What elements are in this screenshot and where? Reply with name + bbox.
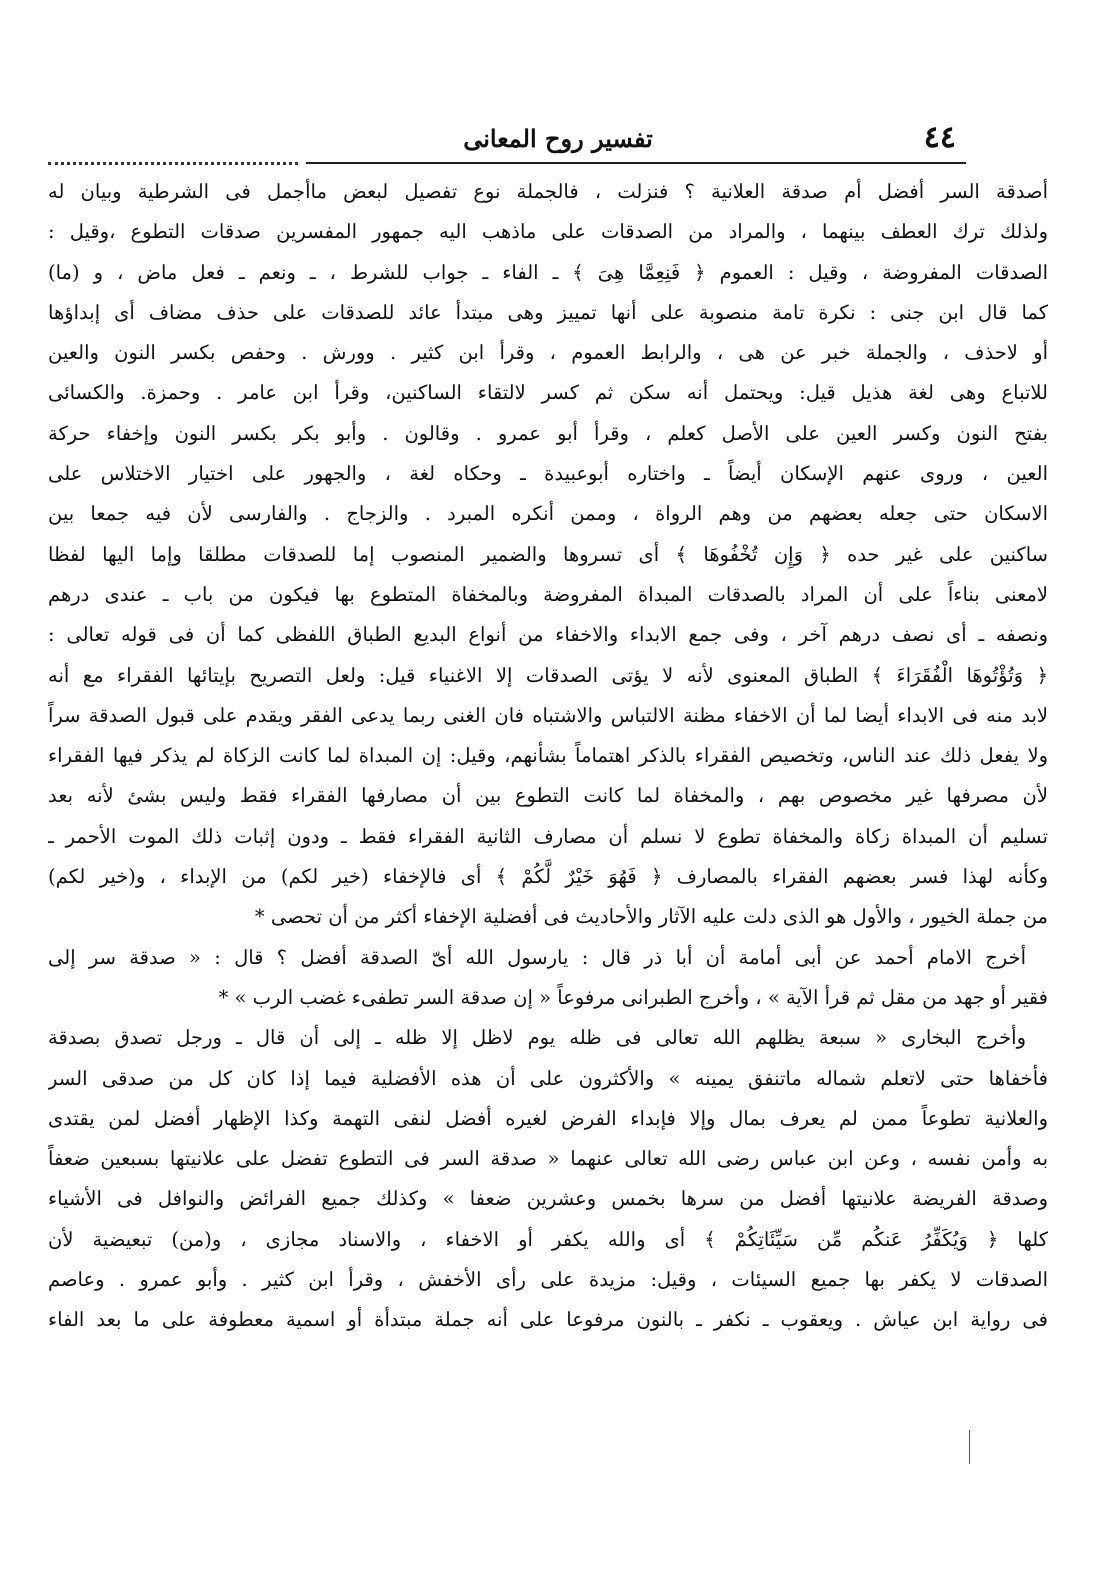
header-rule (306, 162, 966, 164)
text-line: كلها ﴿ وَيُكَفِّرُ عَنكُم مِّن سَيِّئَاتِكُمْ ﴾ أى والله يكفر أو الاخفاء ، والاسناد مجازى ، و(من) تبعيضية لأن (48, 1227, 1048, 1251)
text-line: وصدقة الفريضة علانيتها أفضل من سرها بخمس وعشرين ضعفا » وكذلك جميع الفرائض والنوافل فى الأشياء (48, 1187, 1048, 1211)
text-line: به وأمن نفسه ، وعن ابن عباس رضى الله تعالى عنهما « صدقة السر فى التطوع تفضل على علانيتها بسبعين ضعفاً (48, 1147, 1048, 1171)
text-line: وأخرج البخارى « سبعة يظلهم الله تعالى فى ظله يوم لاظل إلا ظله ـ إلى أن قال ـ ورجل تصدق بصدقة (48, 1026, 1026, 1050)
text-line: لامعنى بناءاً على أن المراد بالصدقات المبداة المفروضة وبالمخفاة المتطوع بها فيكون من باب ـ عندى درهم (48, 582, 1048, 606)
text-line: ولا يفعل ذلك عند الناس، وتخصيص الفقراء بالذكر اهتماماً بشأنهم، وقيل: إن المبداة لما كانت الزكاة لم يذكر فيها الفقراء (48, 744, 1048, 768)
page-header (48, 118, 1052, 164)
text-line: بفتح النون وكسر العين على الأصل كعلم ، وقرأ أبو عمرو . وقالون . وأبو بكر بكسر النون وإخفاء حركة (48, 421, 1048, 445)
text-line: أخرج الامام أحمد عن أبى أمامة أن أبا ذر قال : يارسول الله أىّ الصدقة أفضل ؟ قال : « صدقة سر إلى (48, 945, 1026, 969)
header-dotted-rule (48, 162, 298, 165)
text-line: وكأنه لهذا فسر بعضهم الفقراء بالمصارف ﴿ فَهُوَ خَيْرٌ لَّكُمْ ﴾ أى فالإخفاء (خير لكم) من الإبداء ، و(خير لكم) (48, 865, 1048, 889)
text-line: ﴿ وَتُؤْتُوهَا الْفُقَرَاءَ ﴾ الطباق المعنوى لأنه لا يؤتى الصدقات إلا الاغنياء قيل: ولعل التصريح بإيتائها الفقراء مع أنه (48, 663, 1048, 687)
body-text (48, 172, 1048, 1341)
text-line: من جملة الخيور ، والأول هو الذى دلت عليه الآثار والأحاديث فى أفضلية الإخفاء أكثر من أن تحصى * (254, 905, 1048, 929)
text-line: الصدقات لا يكفر بها جميع السيئات ، وقيل: مزيدة على رأى الأخفش ، وقرأ ابن كثير . وأبو عمرو . وعاصم (48, 1268, 1048, 1292)
text-line: ساكنين على غير حده ﴿ وَإِن تُخْفُوهَا ﴾ أى تسروها والضمير المنصوب إما للصدقات مطلقا وإما اليها لفظا (48, 542, 1048, 566)
text-line: فأخفاها حتى لاتعلم شماله ماتنفق يمينه » والأكثرون على أن هذه الأفضلية فيما إذا كان كل من صدقى السر (48, 1066, 1048, 1090)
text-line: أو لاحذف ، والجملة خبر عن هى ، والرابط العموم ، وقرأ ابن كثير . وورش . وحفص بكسر النون والعين (48, 341, 1048, 365)
text-line: أصدقة السر أفضل أم صدقة العلانية ؟ فنزلت ، فالجملة نوع تفصيل لبعض ماأجمل فى الشرطية وبيان له (48, 180, 1048, 203)
text-line: ولذلك ترك العطف بينهما ، والمراد من الصدقات على ماذهب اليه جمهور المفسرين صدقات التطوع ،وقيل : (48, 220, 1048, 244)
text-line: الصدقات المفروضة ، وقيل : العموم ﴿ فَنِعِمَّا هِىَ ﴾ ـ الفاء ـ جواب للشرط ، ـ ونعم ـ فعل ماض ، و (ما) (48, 260, 1048, 284)
text-line: للاتباع وهى لغة هذيل قيل: ويحتمل أنه سكن ثم كسر لالتقاء الساكنين، وقرأ ابن عامر . وحمزة. والكسائى (48, 381, 1048, 405)
margin-mark (969, 1430, 970, 1464)
text-line: كما قال ابن جنى : نكرة تامة منصوبة على أنها تمييز وهى مبتدأ عائد للصدقات على حذف مضاف أى إبداؤها (48, 300, 1048, 324)
running-title: تفسير روح المعانى (463, 124, 653, 153)
text-line: فى رواية ابن عياش . ويعقوب ـ نكفر ـ بالنون مرفوعا على أنه جملة مبتدأة أو اسمية معطوفة على ما بعد الفاء (48, 1308, 1048, 1332)
text-line: والعلانية تطوعاً ممن لم يعرف بمال وإلا فإبداء الفرض لغيره أفضل لنفى التهمة وكذا الإظهار أفضل لمن يقتدى (48, 1106, 1048, 1130)
text-line: تسليم أن المبداة زكاة والمخفاة تطوع لا نسلم أن مصارف الثانية الفقراء فقط ـ ودون إثبات ذلك الموت الأحمر ـ (48, 824, 1048, 848)
text-line: الاسكان حتى جعله بعضهم من وهم الرواة ، وممن أنكره المبرد . والزجاج . والفارسى لأن فيه جمعا بين (48, 502, 1048, 526)
text-line: العين ، وروى عنهم الإسكان أيضاً ـ واختاره أبوعبيدة ـ وحكاه لغة ، والجهور على اختيار الاختلاس على (48, 462, 1048, 486)
book-page (48, 118, 1052, 1518)
text-line: فقير أو جهد من مقل ثم قرأ الآية » ، وأخرج الطبرانى مرفوعاً « إن صدقة السر تطفىء غضب الرب » * (218, 985, 1048, 1009)
text-line: لأن مصرفها غير مخصوص بهم ، والمخفاة لما كانت التطوع بين أن مصارفها الفقراء فقط وليس بشئ لأنه بعد (48, 784, 1048, 808)
text-line: لابد منه فى الابداء أيضا لما أن الاخفاء مظنة الالتباس والاشتباه فان الغنى ربما يدعى الفقر ويقدم على قبول الصدقة سراً (48, 703, 1048, 727)
text-line: ونصفه ـ أى نصف درهم آخر ، وفى جمع الابداء والاخفاء من أنواع البديع الطباق اللفظى كما أن فى قوله تعالى : (48, 623, 1048, 647)
page-number: ٤٤ (923, 120, 956, 155)
